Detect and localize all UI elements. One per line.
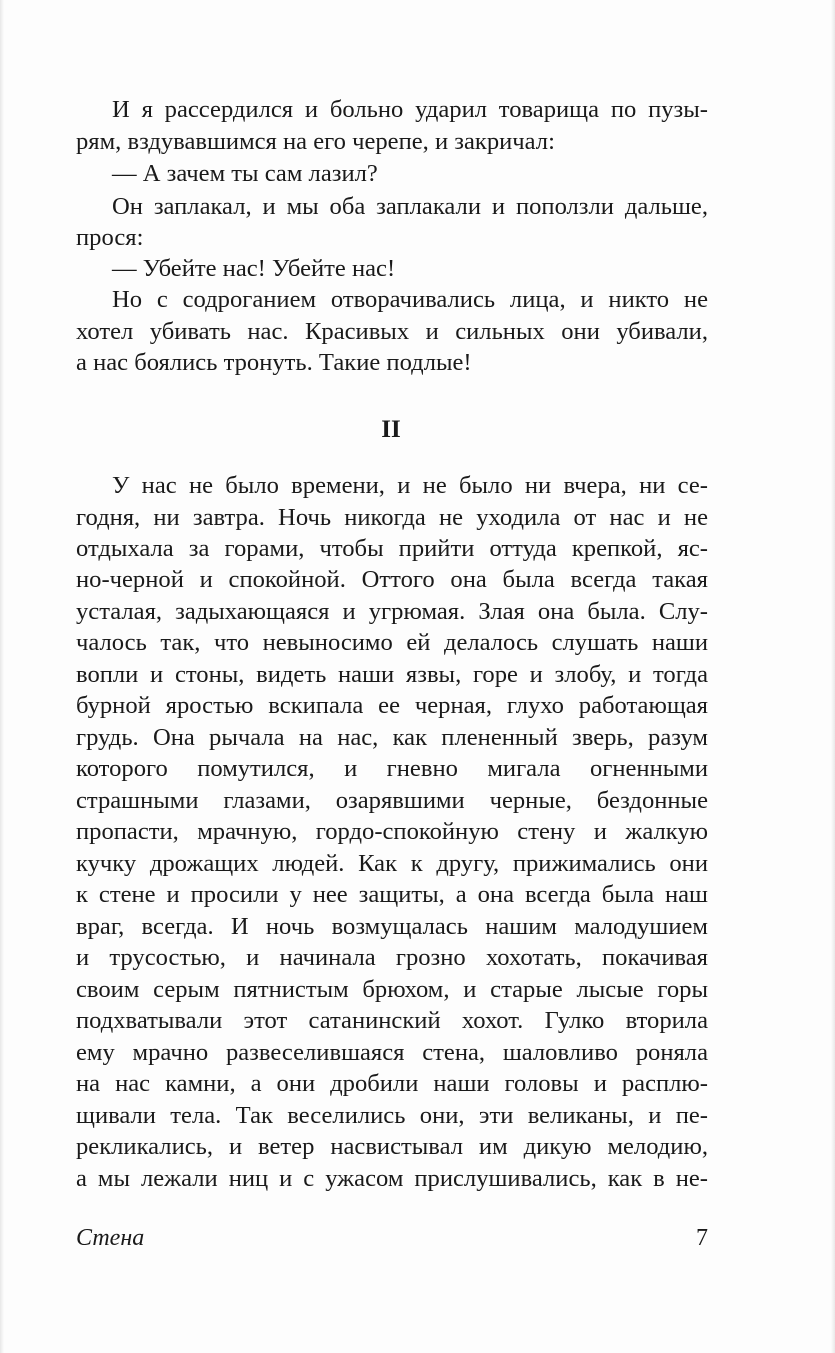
text-line: вопли и стоны, видеть наши язвы, горе и злобу, и тогда [76, 661, 708, 688]
chapter-heading: II [381, 416, 401, 443]
text-line: Но с содроганием отворачивались лица, и никто не [112, 286, 708, 313]
text-line: усталая, задыхающаяся и угрюмая. Злая она была. Слу- [76, 598, 708, 625]
text-line: бурной яростью вскипала ее черная, глухо работающая [76, 692, 708, 719]
text-line: рекликались, и ветер насвистывал им дикую мелодию, [76, 1133, 708, 1160]
text-line: враг, всегда. И ночь возмущалась нашим малодушием [76, 913, 708, 940]
text-line: — Убейте нас! Убейте нас! [112, 255, 396, 282]
text-line: кучку дрожащих людей. Как к другу, прижимались они [76, 850, 708, 877]
text-line: а нас боялись тронуть. Такие подлые! [76, 349, 472, 376]
text-line: прося: [76, 224, 144, 251]
running-footer-title: Стена [76, 1225, 145, 1251]
page-number: 7 [696, 1225, 708, 1251]
page-edge-shadow [0, 0, 4, 1353]
text-line: годня, ни завтра. Ночь никогда не уходила от нас и не [76, 504, 708, 531]
text-line: грудь. Она рычала на нас, как плененный зверь, разум [76, 724, 708, 751]
text-line: своим серым пятнистым брюхом, и старые лысые горы [76, 976, 708, 1003]
text-line: но-черной и спокойной. Оттого она была всегда такая [76, 566, 708, 593]
text-line: И я рассердился и больно ударил товарища по пузы- [112, 96, 708, 123]
text-line: отдыхала за горами, чтобы прийти оттуда крепкой, яс- [76, 535, 708, 562]
text-line: подхватывали этот сатанинский хохот. Гулко вторила [76, 1007, 708, 1034]
text-line: Он заплакал, и мы оба заплакали и поползли дальше, [112, 193, 708, 220]
text-line: на нас камни, а они дробили наши головы и расплю- [76, 1070, 708, 1097]
text-line: ему мрачно развеселившаяся стена, шаловливо роняла [76, 1039, 708, 1066]
text-line: щивали тела. Так веселились они, эти великаны, и пе- [76, 1102, 708, 1129]
text-line: У нас не было времени, и не было ни вчера, ни се- [112, 472, 708, 499]
text-line: к стене и просили у нее защиты, а она всегда была наш [76, 881, 708, 908]
text-line: пропасти, мрачную, гордо-спокойную стену и жалкую [76, 818, 708, 845]
text-line: — А зачем ты сам лазил? [112, 160, 378, 187]
text-line: страшными глазами, озарявшими черные, бездонные [76, 787, 708, 814]
text-line: которого помутился, и гневно мигала огненными [76, 755, 708, 782]
text-line: а мы лежали ниц и с ужасом прислушивались, как в не- [76, 1165, 708, 1192]
text-line: и трусостью, и начинала грозно хохотать, покачивая [76, 944, 708, 971]
text-line: рям, вздувавшимся на его черепе, и закричал: [76, 128, 555, 155]
text-line: чалось так, что невыносимо ей делалось слушать наши [76, 629, 708, 656]
page-edge-shadow [831, 0, 835, 1353]
text-line: хотел убивать нас. Красивых и сильных они убивали, [76, 318, 708, 345]
